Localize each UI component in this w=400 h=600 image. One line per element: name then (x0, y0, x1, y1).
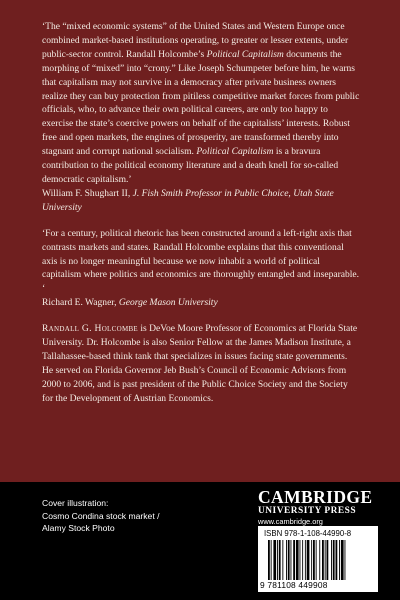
endorsement-1-quote (42, 20, 360, 187)
barcode-bar (286, 540, 287, 580)
barcode-bar (277, 540, 278, 580)
publisher-subtitle: UNIVERSITY PRESS (258, 506, 357, 516)
book-title-italic: Political Capitalism (196, 146, 274, 158)
barcode-bars (268, 540, 368, 580)
endorsement-1-attribution (42, 187, 360, 215)
cover-text-column (42, 20, 360, 418)
endorser-affiliation: George Mason University (118, 297, 218, 309)
barcode-bar (296, 540, 299, 580)
barcode-bar (300, 540, 301, 580)
barcode-bar (305, 540, 306, 580)
isbn-label: ISBN 978-1-108-44990-8 (264, 529, 352, 538)
barcode-bar (271, 540, 272, 580)
barcode-bar (311, 540, 312, 580)
endorsement-2-quote: ‘For a century, political rhetoric has been constructed around a left-right axis that contrasts markets and states. Randall Holcombe explains that this conventional axis is no longer meaningful because we now inhabit a world of political capitalism where politics and economics are thoroughly entangled and inseparable. ‘ (42, 227, 360, 295)
endorsement-2 (42, 227, 360, 310)
quote-text: is a bravura contribution to the political economy literature and a death knell for so-called democratic capitalism.’ (42, 146, 339, 185)
author-bio-text (42, 322, 360, 405)
barcode-bar (322, 540, 324, 580)
barcode-bar (325, 540, 326, 580)
barcode-bar (302, 540, 303, 580)
cover-illustration-credit (42, 497, 202, 535)
endorsement-1 (42, 20, 360, 215)
barcode-bar (345, 540, 346, 580)
author-name: Randall G. Holcombe (42, 323, 139, 335)
barcode-bar (288, 540, 290, 580)
barcode-bar (333, 540, 335, 580)
barcode-bar (293, 540, 295, 580)
isbn-digits: 9 781108 449908 (260, 580, 328, 590)
credit-line: Cosmo Condina stock market / (42, 510, 160, 521)
barcode-bar (341, 540, 344, 580)
endorser-name: Richard E. Wagner, (42, 297, 117, 309)
barcode-bar (268, 540, 270, 580)
barcode-bar (282, 540, 283, 580)
credit-line: Cover illustration: (42, 498, 109, 508)
endorsement-2-attribution (42, 296, 360, 310)
barcode-bar (331, 540, 332, 580)
publisher-name: CAMBRIDGE (258, 487, 373, 507)
quote-text: documents the morphing of “mixed” into “crony.” Like Joseph Schumpeter before him, he warns that capitalism may not survive in a democracy after private business owners realize they can buy protection from pitiless competitive market forces from public officials, who, to advance their own political careers, are only too happy to exercise the state’s coercive powers on behalf of the capitalists’ interests. Robust free and open markets, the engines of prosperity, are transformed thereby into stagnant and corrupt national socialism. (42, 48, 360, 158)
book-title-italic: Political Capitalism (206, 48, 284, 60)
barcode-bar (273, 540, 276, 580)
endorser-name: William F. Shughart II, (42, 187, 131, 199)
barcode-bar (316, 540, 317, 580)
barcode-bar (319, 540, 320, 580)
barcode-bar (339, 540, 340, 580)
barcode-bar (279, 540, 281, 580)
barcode-bar (307, 540, 310, 580)
barcode-bar (327, 540, 329, 580)
author-bio (42, 322, 360, 405)
quote-text: ‘The “mixed economic systems” of the United States and Western Europe once combined market-based institutions operating, to greater or lesser extents, under public-sector control. Randall Holcombe’s (42, 21, 349, 60)
barcode-bar (313, 540, 315, 580)
publisher-url: www.cambridge.org (258, 517, 323, 526)
credit-line: Alamy Stock Photo (42, 523, 115, 534)
bio-body: is DeVoe Moore Professor of Economics at Florida State University. Dr. Holcombe is also Senior Fellow at the James Madison Institute, a Tallahassee-based think tank that specializes in issues facing state governments. He served on Florida Governor Jeb Bush’s Council of Economic Advisors from 2000 to 2006, and is past president of the Public Choice Society and the Society for the Development of Austrian Economics. (42, 323, 358, 404)
publisher-logo (258, 488, 378, 527)
isbn-barcode (258, 526, 378, 592)
barcode-bar (336, 540, 338, 580)
endorser-affiliation: J. Fish Smith Professor in Public Choice, Utah State University (42, 187, 334, 213)
barcode-bar (291, 540, 292, 580)
